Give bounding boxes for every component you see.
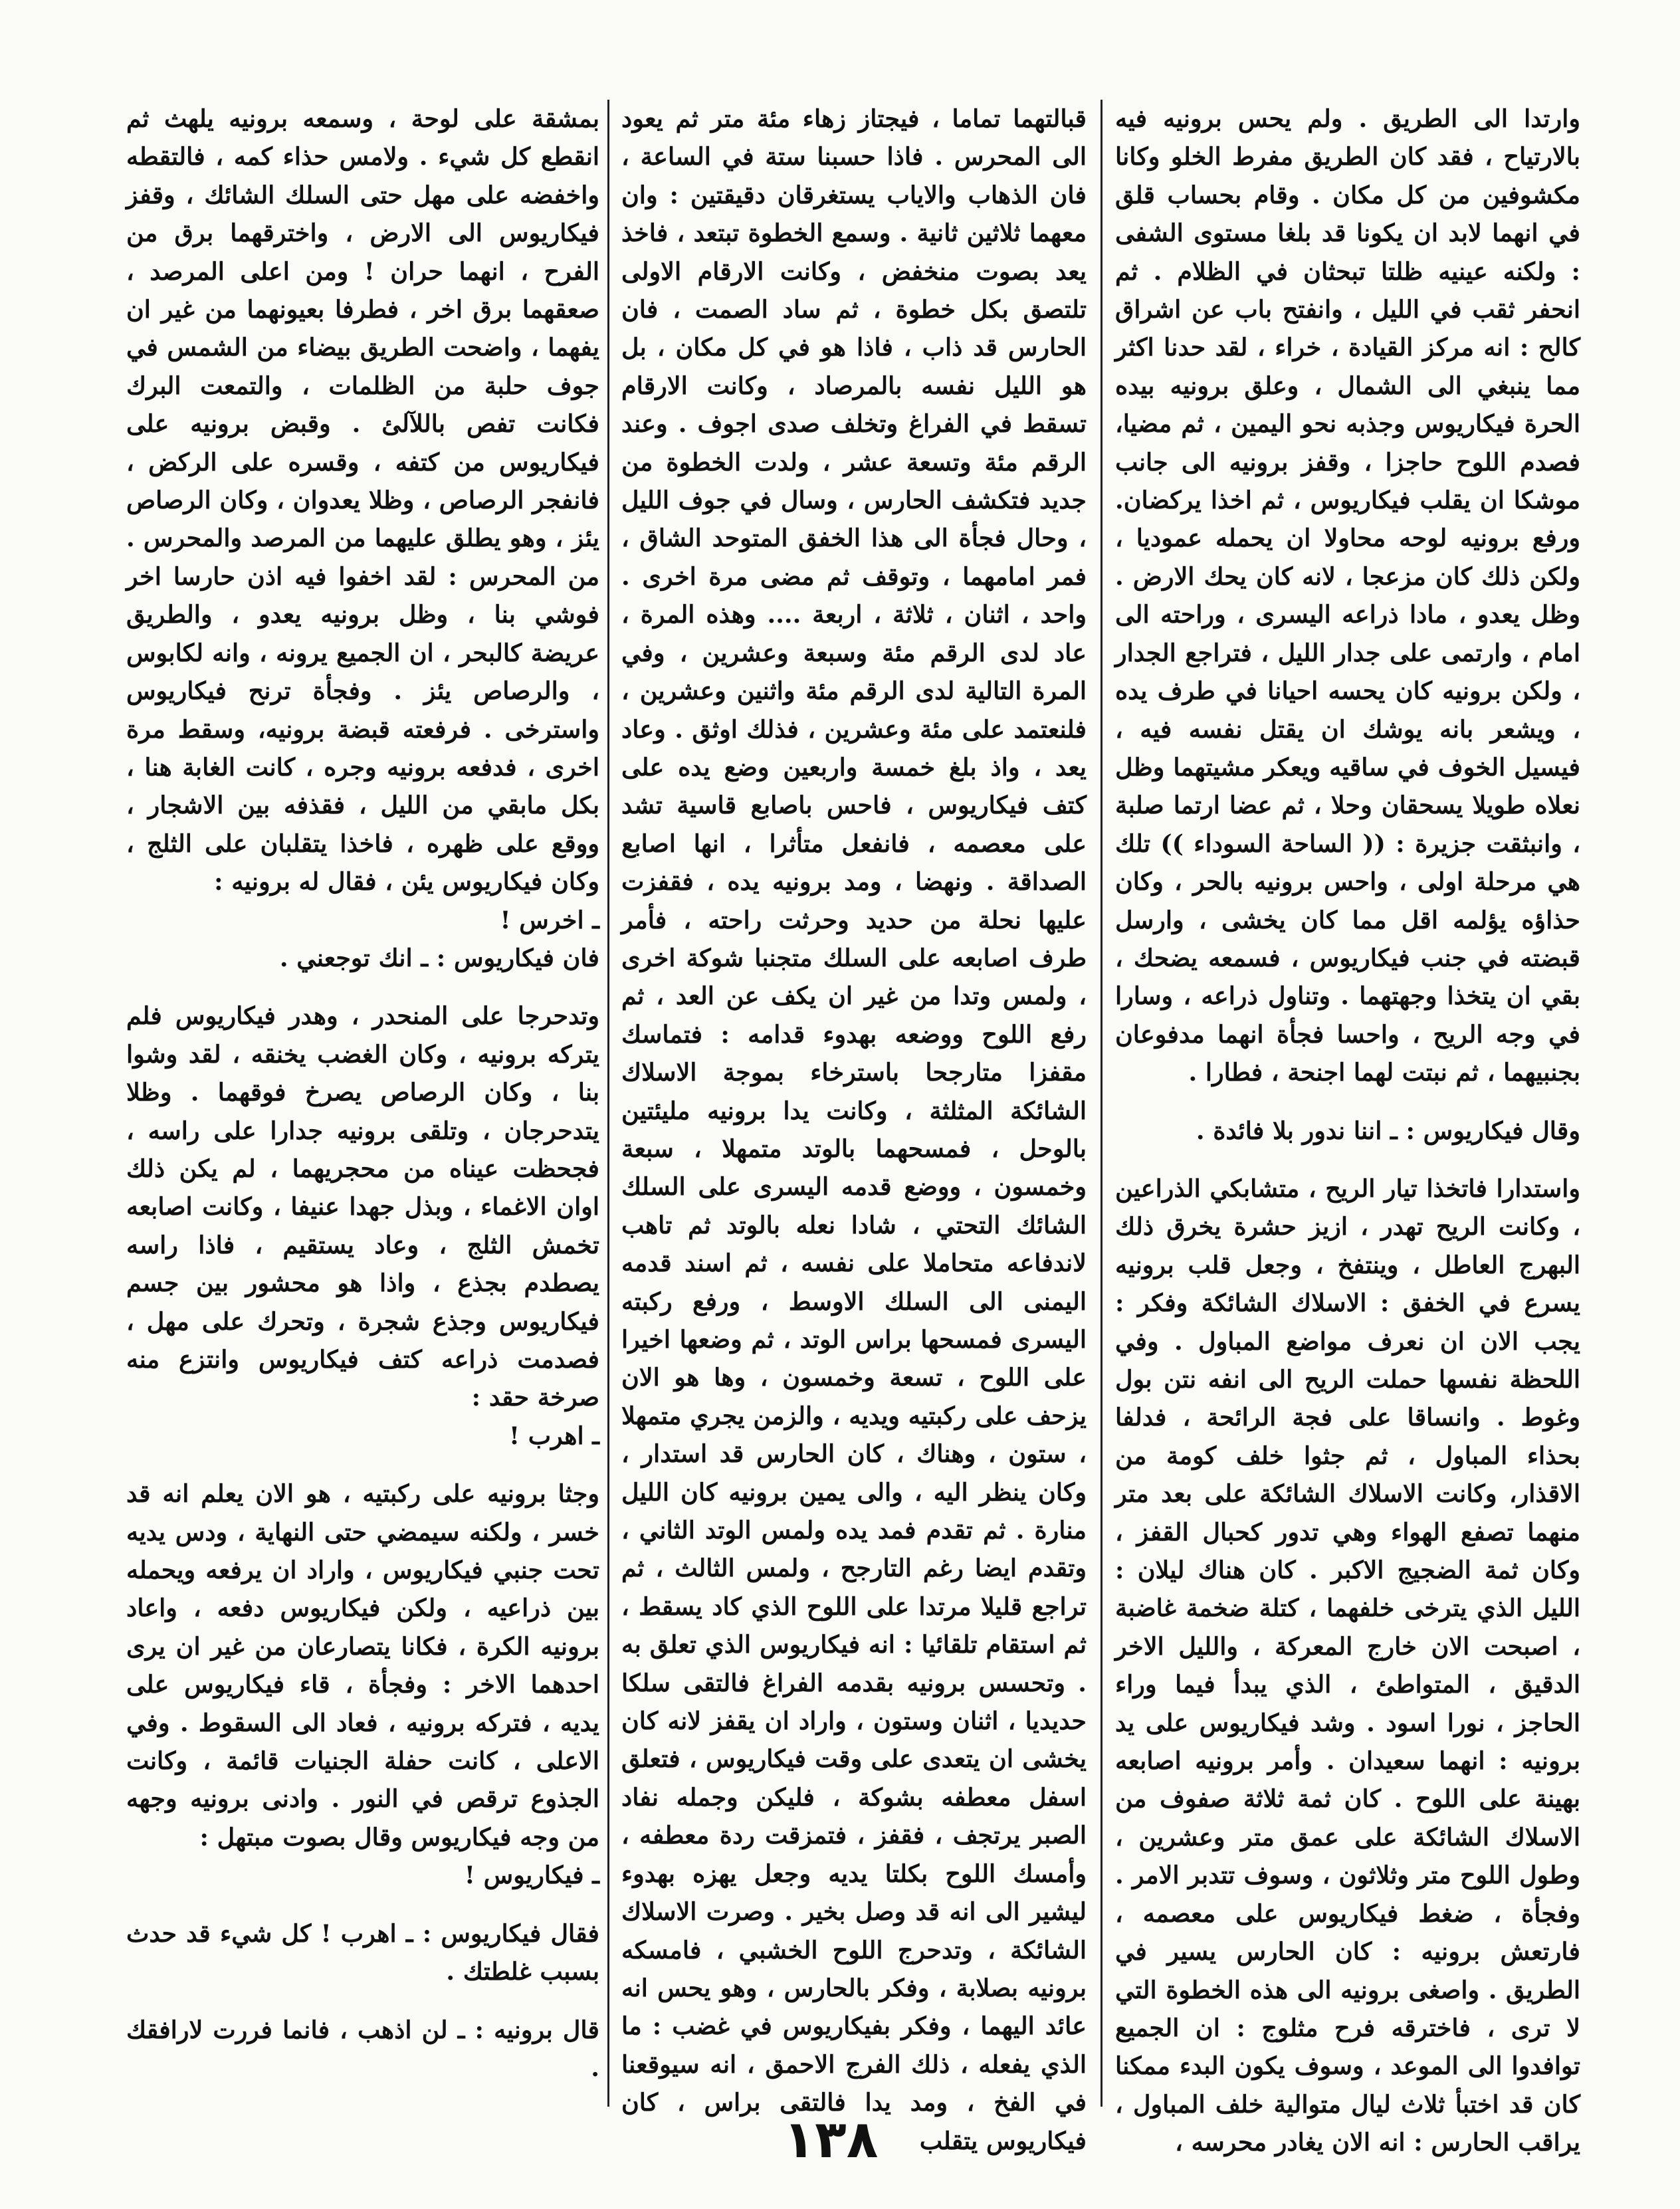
paragraph: وتدحرجا على المنحدر ، وهدر فيكاريوس فلم يتركه برونيه ، وكان الغضب يخنقه ، لقد وشوا بنا ، وكان الرصاص يصرخ فوقهما . وظلا يتدحرجان ، وتلقى برونيه جدارا على راسه ، فجحظت عيناه من محجريهما ، لم يكن ذلك اوان الاغماء ، وبذل جهدا عنيفا ، وكانت اصابعه تخمش الثلج ، وعاد يستقيم ، فاذا راسه يصطدم بجذع ، واذا هو محشور بين جسم فيكاريوس وجذع شجرة ، وتحرك على مهل ، فصدمت ذراعه كتف فيكاريوس وانتزع منه صرخة حقد : [126, 1001, 599, 1412]
paragraph: وارتدا الى الطريق . ولم يحس برونيه فيه بالارتياح ، فقد كان الطريق مفرط الخلو وكانا مكشوفين من كل مكان . وقام بحساب قلق في انهما لابد ان يكونا قد بلغا مستوى الشفى : ولكنه عينيه ظلتا تبحثان في الظلام . ثم انحفر ثقب في الليل ، وانفتح باب عن اشراق كالح : انه مركز القيادة ، خراء ، لقد حدنا اكثر مما ينبغي الى الشمال ، وعلق برونيه بيده الحرة فيكاريوس وجذبه نحو اليمين ، ثم مضيا، فصدم اللوح حاجزا ، وقفز برونيه الى جانب موشكا ان يقلب فيكاريوس ، ثم اخذا يركضان. ورفع برونيه لوحه محاولا ان يحمله عموديا ، ولكن ذلك كان مزعجا ، لانه كان يحك الارض . وظل يعدو ، مادا ذراعه اليسرى ، وراحته الى امام ، وارتمى على جدار الليل ، فتراجع الجدار ، ولكن برونيه كان يحسه احيانا في طرف يده ، ويشعر بانه يوشك ان يقتل نفسه فيه ، فيسيل الخوف في ساقيه ويعكر مشيتهما وظل نعلاه طويلا يسحقان وحلا ، ثم عضا ارتما صلبة ، وانبثقت جزيرة : (( الساحة السوداء )) تلك هي مرحلة اولى ، واحس برونيه بالحر ، وكان حذاؤه يؤلمه اقل مما كان يخشى ، وارسل قبضته في جنب فيكاريوس ، فسمعه يضحك ، بقي ان يتخذا وجهتهما . وتناول ذراعه ، وسارا في وجه الريح ، واحسا فجأة انهما مدفوعان بجنبيهما ، ثم نبتت لهما اجنحة ، فطارا . [1115, 104, 1580, 1087]
paragraph: واستدارا فاتخذا تيار الريح ، متشابكي الذراعين ، وكانت الريح تهدر ، ازيز حشرة يخرق ذلك البهرج العاطل ، وينتفخ ، وجعل قلب برونيه يسرع في الخفق : الاسلاك الشائكة وفكر : يجب الان ان نعرف مواضع المباول . وفي اللحظة نفسها حملت الريح الى انفه نتن بول وغوط . وانساقا على فجة الرائحة ، فدلفا بحذاء المباول ، ثم جثوا خلف كومة من الاقذار، وكانت الاسلاك الشائكة على بعد متر منهما تصفع الهواء وهي تدور كحبال القفز ، وكان ثمة الضجيج الاكبر . كان هناك ليلان : الليل الذي يترخى خلفهما ، كتلة ضخمة غاضبة ، اصبحت الان خارج المعركة ، والليل الاخر الدقيق ، المتواطئ ، الذي يبدأ فيما وراء الحاجز ، نورا اسود . وشد فيكاريوس على يد برونيه : انهما سعيدان . وأمر برونيه اصابعه بهينة على اللوح . كان ثمة ثلاثة صفوف من الاسلاك الشائكة على عمق متر وعشرين ، وطول اللوح متر وثلاثون ، وسوف تتدبر الامر . وفجأة ، ضغط فيكاريوس على معصمه ، فارتعش برونيه : كان الحارس يسير في الطريق . واصغى برونيه الى هذه الخطوة التي لا ترى ، فاخترقه فرح مثلوج : ان الجميع توافدوا الى الموعد ، وسوف يكون البدء ممكنا كان قد اختبأ ثلاث ليال متوالية خلف المباول ، يراقب الحارس : انه الان يغادر محرسه ، [1115, 1174, 1580, 2157]
paragraph: قال برونيه : ـ لن اذهب ، فانما فررت لارافقك . [126, 2015, 599, 2082]
paragraph: وجثا برونيه على ركبتيه ، هو الان يعلم انه قد خسر ، ولكنه سيمضي حتى النهاية ، ودس يديه تحت جنبي فيكاريوس ، واراد ان يرفعه ويحمله بين ذراعيه ، ولكن فيكاريوس دفعه ، واعاد برونيه الكرة ، فكانا يتصارعان من غير ان يرى احدهما الاخر : وفجأة ، قاء فيكاريوس على يديه ، فتركه برونيه ، فعاد الى السقوط . وفي الاعلى ، كانت حفلة الجنيات قائمة ، وكانت الجذوع ترقص في النور . وادنى برونيه وجهه من وجه فيكاريوس وقال بصوت مبتهل : [126, 1479, 599, 1851]
paragraph: فان فيكاريوس : ـ انك توجعني . [279, 943, 599, 972]
paragraph: بمشقة على لوحة ، وسمعه برونيه يلهث ثم انقطع كل شيء . ولامس حذاء كمه ، فالتقطه واخفضه على مهل حتى السلك الشائك ، وقفز فيكاريوس الى الارض ، واخترقهما برق من الفرح ، انهما حران ! ومن اعلى المرصد ، صعقهما برق اخر ، فطرفا بعيونهما من غير ان يفهما ، واضحت الطريق بيضاء من الشمس في جوف حلبة من الظلمات ، والتمعت البرك فكانت تفص باللآلئ . وقبض برونيه على فيكاريوس من كتفه ، وقسره على الركض ، فانفجر الرصاص ، وظلا يعدوان ، وكان الرصاص يئز ، وهو يطلق عليهما من المرصد والمحرس . من المحرس : لقد اخفوا فيه اذن حارسا اخر فوشي بنا ، وظل برونيه يعدو ، والطريق عريضة كالبحر ، ان الجميع يرونه ، وانه لكابوس ، والرصاص يئز . وفجأة ترنح فيكاريوس واسترخى . فرفعته قبضة برونيه، وسقط مرة اخرى ، فدفعه برونيه وجره ، كانت الغابة هنا ، بكل مابقي من الليل ، فقذفه بين الاشجار ، ووقع على ظهره ، فاخذا يتقلبان على الثلج ، وكان فيكاريوس يئن ، فقال له برونيه : [126, 104, 599, 896]
page-number: ١٣٨ [783, 2110, 879, 2170]
paragraph: وقال فيكاريوس : ـ اننا ندور بلا فائدة . [1196, 1116, 1580, 1145]
paragraph: ـ اخرس ! [500, 905, 599, 934]
paragraph: فقال فيكاريوس : ـ اهرب ! كل شيء قد حدث بسبب غلطتك . [126, 1919, 599, 1986]
paragraph: ـ اهرب ! [508, 1421, 599, 1450]
paragraph: ـ فيكاريوس ! [464, 1861, 599, 1890]
column-divider [607, 100, 609, 2107]
text-column-right [1115, 100, 1580, 2157]
paragraph: قبالتهما تماما ، فيجتاز زهاء مئة متر ثم يعود الى المحرس . فاذا حسبنا ستة في الساعة ، فان الذهاب والاياب يستغرقان دقيقتين : وان معهما ثلاثين ثانية . وسمع الخطوة تبتعد ، فاخذ يعد بصوت منخفض ، وكانت الارقام الاولى تلتصق بكل خطوة ، ثم ساد الصمت ، فان الحارس قد ذاب ، فاذا هو في كل مكان ، بل هو الليل نفسه بالمرصاد ، وكانت الارقام تسقط في الفراغ وتخلف صدى اجوف . وعند الرقم مئة وتسعة عشر ، ولدت الخطوة من جديد فتكشف الحارس ، وسال في جوف الليل ، وحال فجأة الى هذا الخفق المتوحد الشاق ، فمر امامهما ، وتوقف ثم مضى مرة اخرى . واحد ، اثنان ، ثلاثة ، اربعة .... وهذه المرة ، عاد لدى الرقم مئة وسبعة وعشرين ، وفي المرة التالية لدى الرقم مئة واثنين وعشرين ، فلنعتمد على مئة وعشرين ، فذلك اوثق . وعاد يعد ، واذ بلغ خمسة واربعين وضع يده على كتف فيكاريوس ، فاحس باصابع قاسية تشد على معصمه ، فانفعل متأثرا ، انها اصابع الصداقة . ونهضا ، ومد برونيه يده ، فقفزت عليها نحلة من حديد وحرثت راحته ، فأمر طرف اصابعه على السلك متجنبا شوكة اخرى ، ولمس وتدا من غير ان يكف عن العد ، ثم رفع اللوح ووضعه بهدوء قدامه : فتماسك مقفزا متارجحا باسترخاء بموجة الاسلاك الشائكة المثلثة ، وكانت يدا برونيه مليئتين بالوحل ، فمسحهما بالوتد متمهلا ، سبعة وخمسون ، ووضع قدمه اليسرى على السلك الشائك التحتي ، شادا نعله بالوتد ثم تاهب لاندفاعه متحاملا على نفسه ، ثم اسند قدمه اليمنى الى السلك الاوسط ، ورفع ركبته اليسرى فمسحها براس الوتد ، ثم وضعها اخيرا على اللوح ، تسعة وخمسون ، وها هو الان يزحف على ركبتيه ويديه ، والزمن يجري متمهلا ، ستون ، وهناك ، كان الحارس قد استدار ، وكان ينظر اليه ، والى يمين برونيه كان الليل منارة . ثم تقدم فمد يده ولمس الوتد الثاني ، وتقدم ايضا رغم التارجح ، ولمس الثالث ، ثم تراجع قليلا مرتدا على اللوح الذي كاد يسقط ، ثم استقام تلقائيا : انه فيكاريوس الذي تعلق به . وتحسس برونيه بقدمه الفراغ فالتقى سلكا حديديا ، اثنان وستون ، واراد ان يقفز لانه كان يخشى ان يتعدى على وقت فيكاريوس ، فتعلق اسفل معطفه بشوكة ، فليكن وجمله نفاد الصبر يرتجف ، فقفز ، فتمزقت ردة معطفه ، وأمسك اللوح بكلتا يديه وجعل يهزه بهدوء ليشير الى انه قد وصل بخير . وصرت الاسلاك الشائكة ، وتدحرج اللوح الخشبي ، فامسكه برونيه بصلابة ، وفكر بالحارس ، وهو يحس انه عائد اليهما ، وفكر بفيكاريوس في غضب : ما الذي يفعله ، ذلك الفرج الاحمق ، انه سيوقعنا في الفخ ، ومد يدا فالتقى براس ، كان فيكاريوس يتقلب [621, 104, 1087, 2155]
text-column-left [126, 100, 599, 2107]
column-divider [1101, 100, 1102, 2107]
